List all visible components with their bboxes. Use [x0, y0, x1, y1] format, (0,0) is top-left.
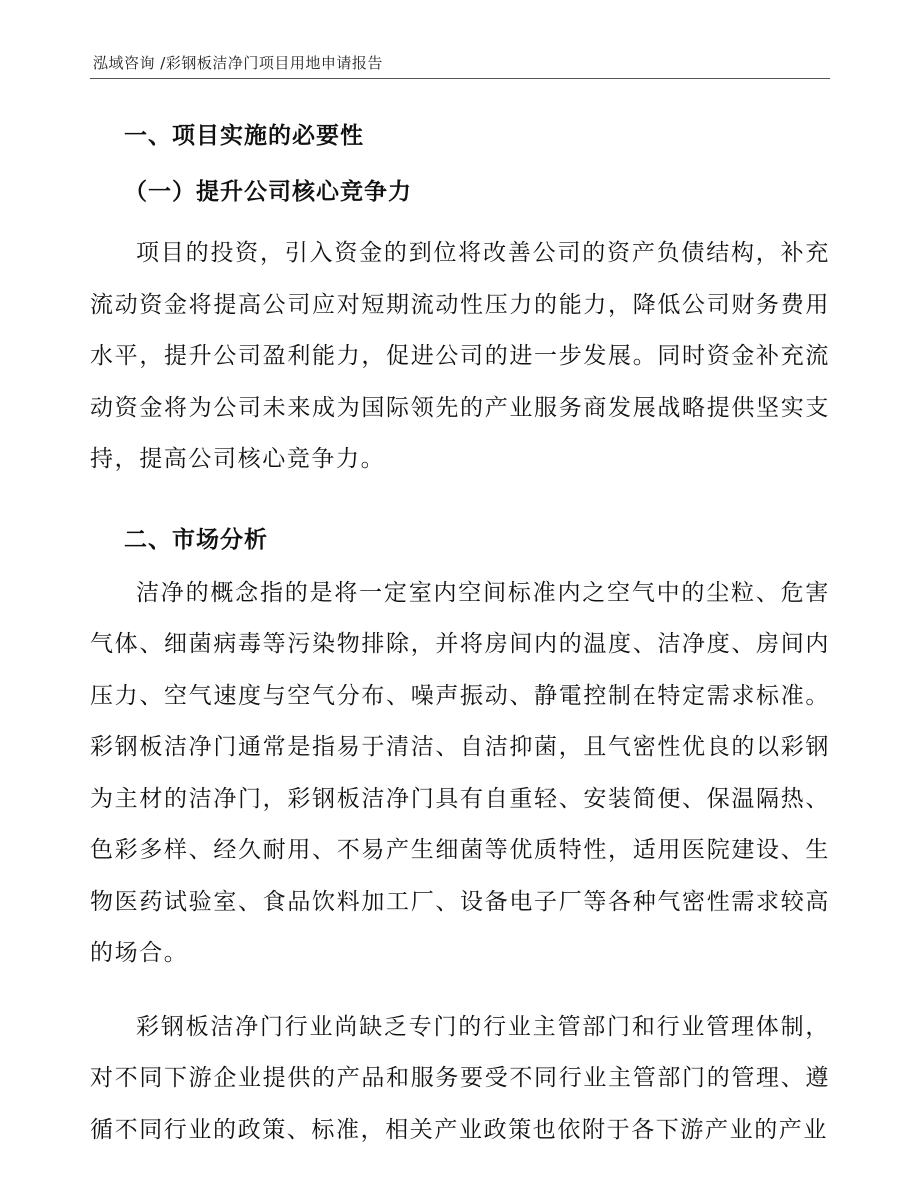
- section-heading-market-analysis: 二、市场分析: [124, 526, 268, 553]
- paragraph-industry-regulation: 彩钢板洁净门行业尚缺乏专门的行业主管部门和行业管理体制，对不同下游企业提供的产品和服务要受不同行业主管部门的管理、遵循不同行业的政策、标准，相关产业政策也依附于各下游产业的产业: [90, 1013, 830, 1143]
- paragraph-investment: 项目的投资，引入资金的到位将改善公司的资产负债结构，补充流动资金将提高公司应对短期流动性压力的能力，降低公司财务费用水平，提升公司盈利能力，促进公司的进一步发展。同时资金补充流动资金将为公司未来成为国际领先的产业服务商发展战略提供坚实支持，提高公司核心竞争力。: [90, 240, 830, 472]
- header-divider: [90, 78, 830, 79]
- paragraph-clean-concept: 洁净的概念指的是将一定室内空间标准内之空气中的尘粒、危害气体、细菌病毒等污染物排除，并将房间内的温度、洁净度、房间内压力、空气速度与空气分布、噪声振动、静電控制在特定需求标准。彩钢板洁净门通常是指易于清洁、自洁抑菌，且气密性优良的以彩钢为主材的洁净门，彩钢板洁净门具有自重轻、安装简便、保温隔热、色彩多样、经久耐用、不易产生细菌等优质特性，适用医院建设、生物医药试验室、食品饮料加工厂、设备电子厂等各种气密性需求较高的场合。: [90, 579, 830, 966]
- document-body: [90, 108, 830, 1156]
- page-header: 泓域咨询 /彩钢板洁净门项目用地申请报告: [93, 54, 383, 72]
- section-heading-necessity: 一、项目实施的必要性: [124, 123, 364, 149]
- subsection-heading-competitiveness: （一）提升公司核心竞争力: [124, 179, 412, 205]
